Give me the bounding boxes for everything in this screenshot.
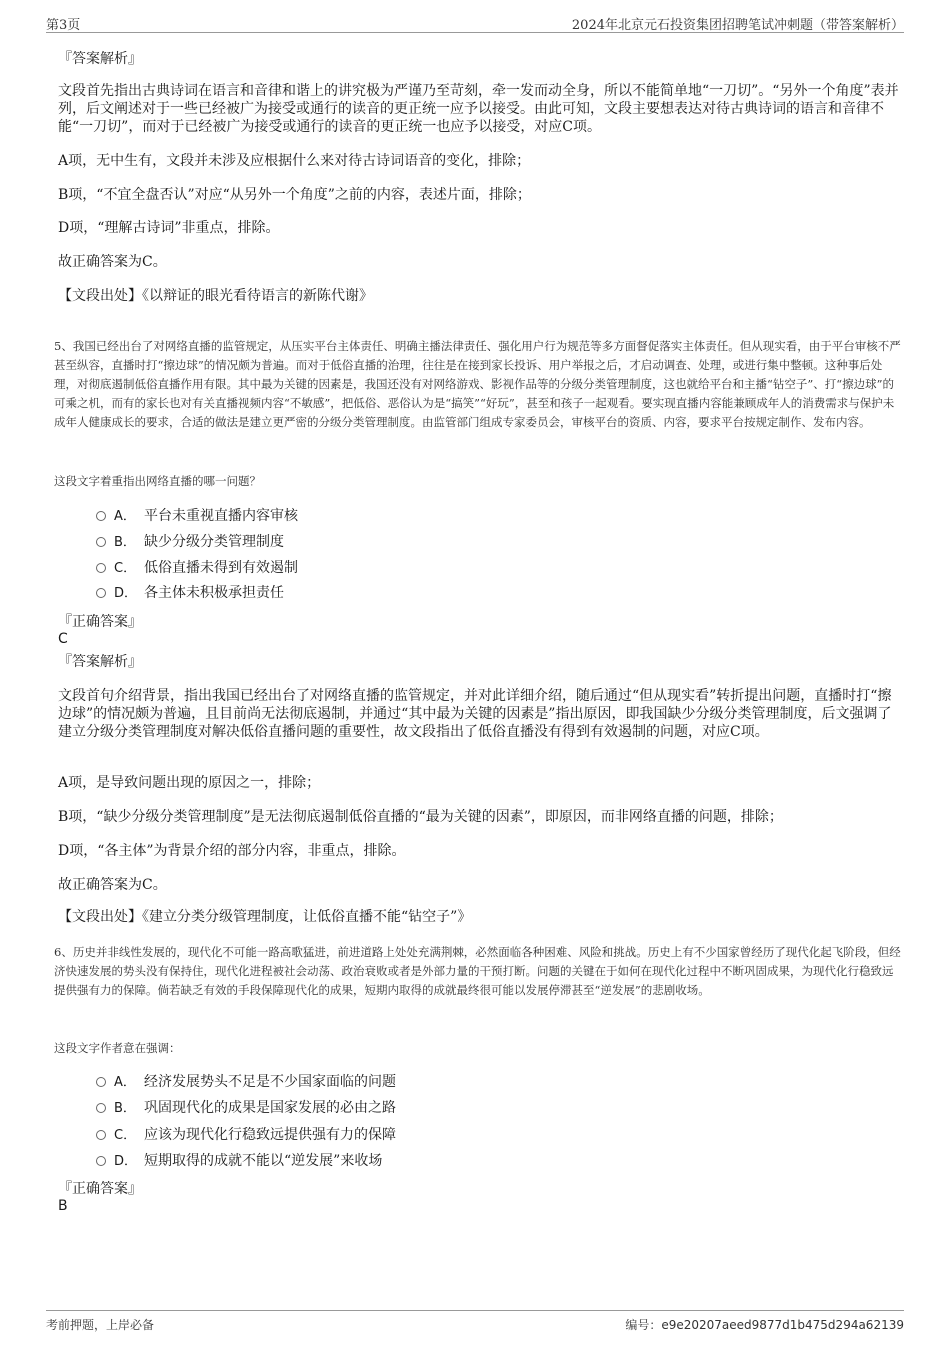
- q6-option-c[interactable]: C． 应该为现代化行稳致远提供强有力的保障: [96, 1126, 396, 1145]
- q6-question: 这段文字作者意在强调：: [54, 1041, 181, 1055]
- q6-option-a[interactable]: A． 经济发展势头不足是不少国家面临的问题: [96, 1073, 396, 1092]
- q5-option-c[interactable]: C． 低俗直播未得到有效遏制: [96, 559, 298, 578]
- footer-slogan: 考前押题，上岸必备: [46, 1318, 155, 1332]
- q6-text: 6、历史并非线性发展的，现代化不可能一路高歌猛进，前进道路上处处充满荆棘，必然面临各种困难、风险和挑战。历史上有不少国家曾经历了现代化起飞阶段，但经济快速发展的势头没有保持住，现代化进程被社会动荡、政治衰败或者是外部力量的干预打断。问题的关键在于如何在现代化过程中不断巩固成果，为现代化行稳致远提供强有力的保障。倘若缺乏有效的手段保障现代化的成果，短期内取得的成就最终很可能以发展停滞甚至“逆发展”的悲剧收场。: [54, 945, 901, 997]
- q5-option-a[interactable]: A． 平台未重视直播内容审核: [96, 507, 298, 526]
- document-title: 2024年北京元石投资集团招聘笔试冲刺题（带答案解析）: [571, 18, 904, 33]
- page-footer: [46, 1310, 904, 1335]
- q5-conclusion: 故正确答案为C。: [58, 877, 167, 893]
- q6-answer: B: [58, 1198, 68, 1214]
- q6-option-b[interactable]: B． 巩固现代化的成果是国家发展的必由之路: [96, 1099, 396, 1118]
- q4-option-d-analysis: D项，“理解古诗词”非重点，排除。: [58, 220, 280, 236]
- q5-question: 这段文字着重指出网络直播的哪一问题？: [54, 474, 261, 488]
- radio-icon[interactable]: [96, 537, 106, 547]
- q5-answer-label: 『正确答案』: [58, 614, 142, 630]
- q5-option-d-analysis: D项，“各主体”为背景介绍的部分内容，非重点，排除。: [58, 843, 406, 859]
- q5-analysis: 文段首句介绍背景，指出我国已经出台了对网络直播的监管规定，并对此详细介绍，随后通过“但从现实看”转折提出问题，直播时打“擦边球”的情况颇为普遍，且目前尚无法彻底遏制，并通过“其中最为关键的因素是”指出原因，即我国缺少分级分类管理制度，后文强调了建立分级分类管理制度对解决低俗直播问题的重要性，故文段指出了低俗直播没有得到有效遏制的问题，对应C项。: [58, 688, 892, 740]
- page-header: [46, 12, 904, 33]
- q4-source: 【文段出处】《以辩证的眼光看待语言的新陈代谢》: [58, 288, 373, 304]
- q5-source: 【文段出处】《建立分类分级管理制度，让低俗直播不能“钻空子”》: [58, 909, 472, 925]
- q5-option-b-analysis: B项，“缺少分级分类管理制度”是无法彻底遏制低俗直播的“最为关键的因素”，即原因，而非网络直播的问题，排除；: [58, 809, 783, 825]
- page-number: 第3页: [46, 18, 81, 33]
- q4-option-a-analysis: A项，无中生有，文段并未涉及应根据什么来对待古诗词语音的变化，排除；: [58, 153, 531, 169]
- q5-option-a-analysis: A项，是导致问题出现的原因之一，排除；: [58, 775, 321, 791]
- radio-icon[interactable]: [96, 563, 106, 573]
- q6-answer-label: 『正确答案』: [58, 1181, 142, 1197]
- q5-text: 5、我国已经出台了对网络直播的监管规定，从压实平台主体责任、明确主播法律责任、强化用户行为规范等多方面督促落实主体责任。但从现实看，由于平台审核不严甚至纵容，直播时打“擦边球”的情况颇为普遍。而对于低俗直播的治理，往往是在接到家长投诉、用户举报之后，才启动调查、处理，或进行集中整顿。这种事后处理，对彻底遏制低俗直播作用有限。其中最为关键的因素是，我国还没有对网络游戏、影视作品等的分级分类管理制度，这也就给平台和主播“钻空子”、打“擦边球”的可乘之机，而有的家长也对有关直播视频内容“不敏感”，把低俗、恶俗认为是“搞笑”“好玩”，甚至和孩子一起观看。要实现直播内容能兼顾成年人的消费需求与保护未成年人健康成长的要求，合适的做法是建立更严密的分级分类管理制度。由监管部门组成专家委员会，审核平台的资质、内容，要求平台按规定制作、发布内容。: [54, 339, 901, 429]
- radio-icon[interactable]: [96, 1156, 106, 1166]
- q5-answer: C: [58, 631, 68, 647]
- radio-icon[interactable]: [96, 1130, 106, 1140]
- q4-conclusion: 故正确答案为C。: [58, 254, 167, 270]
- radio-icon[interactable]: [96, 1077, 106, 1087]
- q5-analysis-label: 『答案解析』: [58, 654, 142, 670]
- q4-option-b-analysis: B项，“不宜全盘否认”对应“从另外一个角度”之前的内容，表述片面，排除；: [58, 187, 531, 203]
- radio-icon[interactable]: [96, 1103, 106, 1113]
- radio-icon[interactable]: [96, 511, 106, 521]
- q4-analysis-label: 『答案解析』: [58, 51, 142, 67]
- q4-analysis: 文段首先指出古典诗词在语言和音律和谐上的讲究极为严谨乃至苛刻，牵一发而动全身，所以不能简单地“一刀切”。“另外一个角度”表并列，后文阐述对于一些已经被广为接受或通行的读音的更正统一应予以接受。由此可知，文段主要想表达对待古典诗词的语言和音律不能“一刀切”，而对于已经被广为接受或通行的读音的更正统一也应予以接受，对应C项。: [58, 83, 899, 135]
- q5-option-d[interactable]: D． 各主体未积极承担责任: [96, 584, 284, 603]
- document-code: 编号：e9e20207aeed9877d1b475d294a62139: [625, 1318, 904, 1332]
- q6-option-d[interactable]: D． 短期取得的成就不能以“逆发展”来收场: [96, 1152, 382, 1171]
- radio-icon[interactable]: [96, 588, 106, 598]
- q5-option-b[interactable]: B． 缺少分级分类管理制度: [96, 533, 284, 552]
